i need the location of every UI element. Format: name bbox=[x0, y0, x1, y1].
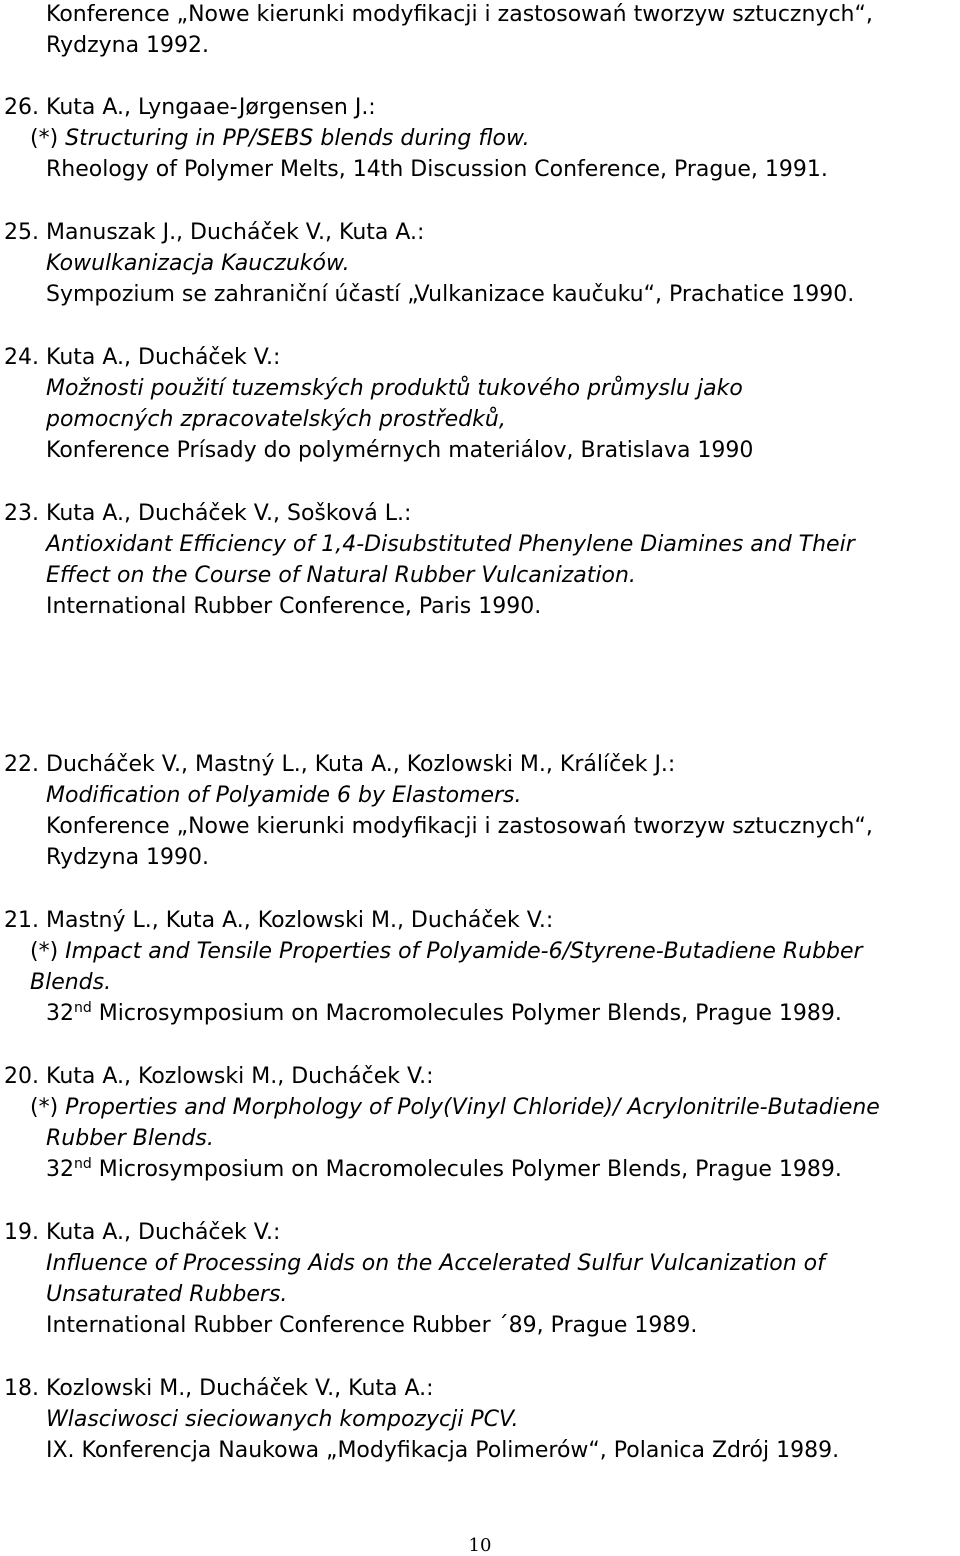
entry-20-venue-ordinal: 32 bbox=[46, 1157, 74, 1182]
entry-25-venue: Sympozium se zahraniční účastí „Vulkanizace kaučuku“, Prachatice 1990. bbox=[46, 282, 855, 307]
entry-20-title-prefix: (*) bbox=[30, 1095, 66, 1120]
entry-22-authors-text: Ducháček V., Mastný L., Kuta A., Kozlowski M., Králíček J.: bbox=[46, 752, 676, 777]
entry-26-title-prefix: (*) bbox=[30, 126, 66, 151]
entry-25-number: 25. bbox=[4, 220, 39, 245]
entry-18-authors bbox=[4, 1374, 434, 1404]
entry-20-title-line-1 bbox=[30, 1093, 880, 1123]
entry-21-authors bbox=[4, 906, 554, 936]
entry-26-venue: Rheology of Polymer Melts, 14th Discussion Conference, Prague, 1991. bbox=[46, 157, 828, 182]
entry-19-title-line-1: Influence of Processing Aids on the Accelerated Sulfur Vulcanization of bbox=[46, 1251, 825, 1276]
page-number: 10 bbox=[468, 1535, 492, 1556]
entry-22-venue-line-2: Rydzyna 1990. bbox=[46, 845, 210, 870]
entry-24-authors-text: Kuta A., Ducháček V.: bbox=[46, 345, 281, 370]
entry-24-number: 24. bbox=[4, 345, 39, 370]
entry-23-number: 23. bbox=[4, 501, 39, 526]
entry-18-authors-text: Kozlowski M., Ducháček V., Kuta A.: bbox=[46, 1376, 434, 1401]
entry-25-title: Kowulkanizacja Kauczuków. bbox=[46, 251, 350, 276]
entry-24-title-line-1: Možnosti použití tuzemských produktů tukového průmyslu jako bbox=[46, 376, 743, 401]
entry-24-venue: Konference Prísady do polymérnych materiálov, Bratislava 1990 bbox=[46, 438, 754, 463]
entry-20-authors bbox=[4, 1062, 434, 1092]
entry-21-title-prefix: (*) bbox=[30, 939, 66, 964]
entry-19-authors-text: Kuta A., Ducháček V.: bbox=[46, 1220, 281, 1245]
entry-20-venue bbox=[46, 1155, 842, 1185]
entry-21-venue-text: Microsymposium on Macromolecules Polymer Blends, Prague 1989. bbox=[91, 1001, 842, 1026]
entry-23-authors-text: Kuta A., Ducháček V., Sošková L.: bbox=[46, 501, 412, 526]
entry-20-title-line-2: Rubber Blends. bbox=[46, 1126, 214, 1151]
entry-26-title-text: Structuring in PP/SEBS blends during flow. bbox=[65, 126, 530, 151]
entry-24-authors bbox=[4, 343, 281, 373]
entry-20-title-text: Properties and Morphology of Poly(Vinyl Chloride)/ Acrylonitrile-Butadiene bbox=[65, 1095, 880, 1120]
entry-21-number: 21. bbox=[4, 908, 39, 933]
entry-21-venue bbox=[46, 999, 842, 1029]
entry-19-title-line-2: Unsaturated Rubbers. bbox=[46, 1282, 288, 1307]
entry-20-number: 20. bbox=[4, 1064, 39, 1089]
entry-22-authors bbox=[4, 750, 676, 780]
entry-22-number: 22. bbox=[4, 752, 39, 777]
entry-21-venue-ordinal-suffix: nd bbox=[74, 1000, 92, 1016]
entry-23-title-line-2: Effect on the Course of Natural Rubber Vulcanization. bbox=[46, 563, 636, 588]
entry-26-authors bbox=[4, 93, 376, 123]
entry-19-venue: International Rubber Conference Rubber ´89, Prague 1989. bbox=[46, 1313, 698, 1338]
entry-continuation-line-1: Konference „Nowe kierunki modyfikacji i zastosowań tworzyw sztucznych“, bbox=[46, 2, 873, 27]
entry-21-title-text: Impact and Tensile Properties of Polyamide-6/Styrene-Butadiene Rubber bbox=[65, 939, 863, 964]
entry-22-title: Modification of Polyamide 6 by Elastomers. bbox=[46, 783, 522, 808]
entry-23-venue: International Rubber Conference, Paris 1990. bbox=[46, 594, 542, 619]
entry-19-authors bbox=[4, 1218, 281, 1248]
entry-21-title-line-2: Blends. bbox=[30, 970, 112, 995]
entry-24-title-line-2: pomocných zpracovatelských prostředků, bbox=[46, 407, 506, 432]
entry-20-authors-text: Kuta A., Kozlowski M., Ducháček V.: bbox=[46, 1064, 434, 1089]
entry-continuation-line-2: Rydzyna 1992. bbox=[46, 33, 210, 58]
entry-23-authors bbox=[4, 499, 412, 529]
entry-26-title bbox=[30, 124, 530, 154]
entry-19-number: 19. bbox=[4, 1220, 39, 1245]
entry-21-authors-text: Mastný L., Kuta A., Kozlowski M., Ducháček V.: bbox=[46, 908, 554, 933]
entry-18-number: 18. bbox=[4, 1376, 39, 1401]
entry-25-authors-text: Manuszak J., Ducháček V., Kuta A.: bbox=[46, 220, 425, 245]
entry-20-venue-text: Microsymposium on Macromolecules Polymer Blends, Prague 1989. bbox=[91, 1157, 842, 1182]
entry-18-title: Wlasciwosci sieciowanych kompozycji PCV. bbox=[46, 1407, 519, 1432]
entry-25-authors bbox=[4, 218, 425, 248]
entry-26-authors-text: Kuta A., Lyngaae-Jørgensen J.: bbox=[46, 95, 376, 120]
entry-18-venue: IX. Konferencja Naukowa „Modyfikacja Polimerów“, Polanica Zdrój 1989. bbox=[46, 1438, 840, 1463]
entry-23-title-line-1: Antioxidant Efficiency of 1,4-Disubstituted Phenylene Diamines and Their bbox=[46, 532, 855, 557]
entry-21-title-line-1 bbox=[30, 937, 863, 967]
entry-22-venue-line-1: Konference „Nowe kierunki modyfikacji i zastosowań tworzyw sztucznych“, bbox=[46, 814, 873, 839]
entry-20-venue-ordinal-suffix: nd bbox=[74, 1156, 92, 1172]
entry-21-venue-ordinal: 32 bbox=[46, 1001, 74, 1026]
entry-26-number: 26. bbox=[4, 95, 39, 120]
